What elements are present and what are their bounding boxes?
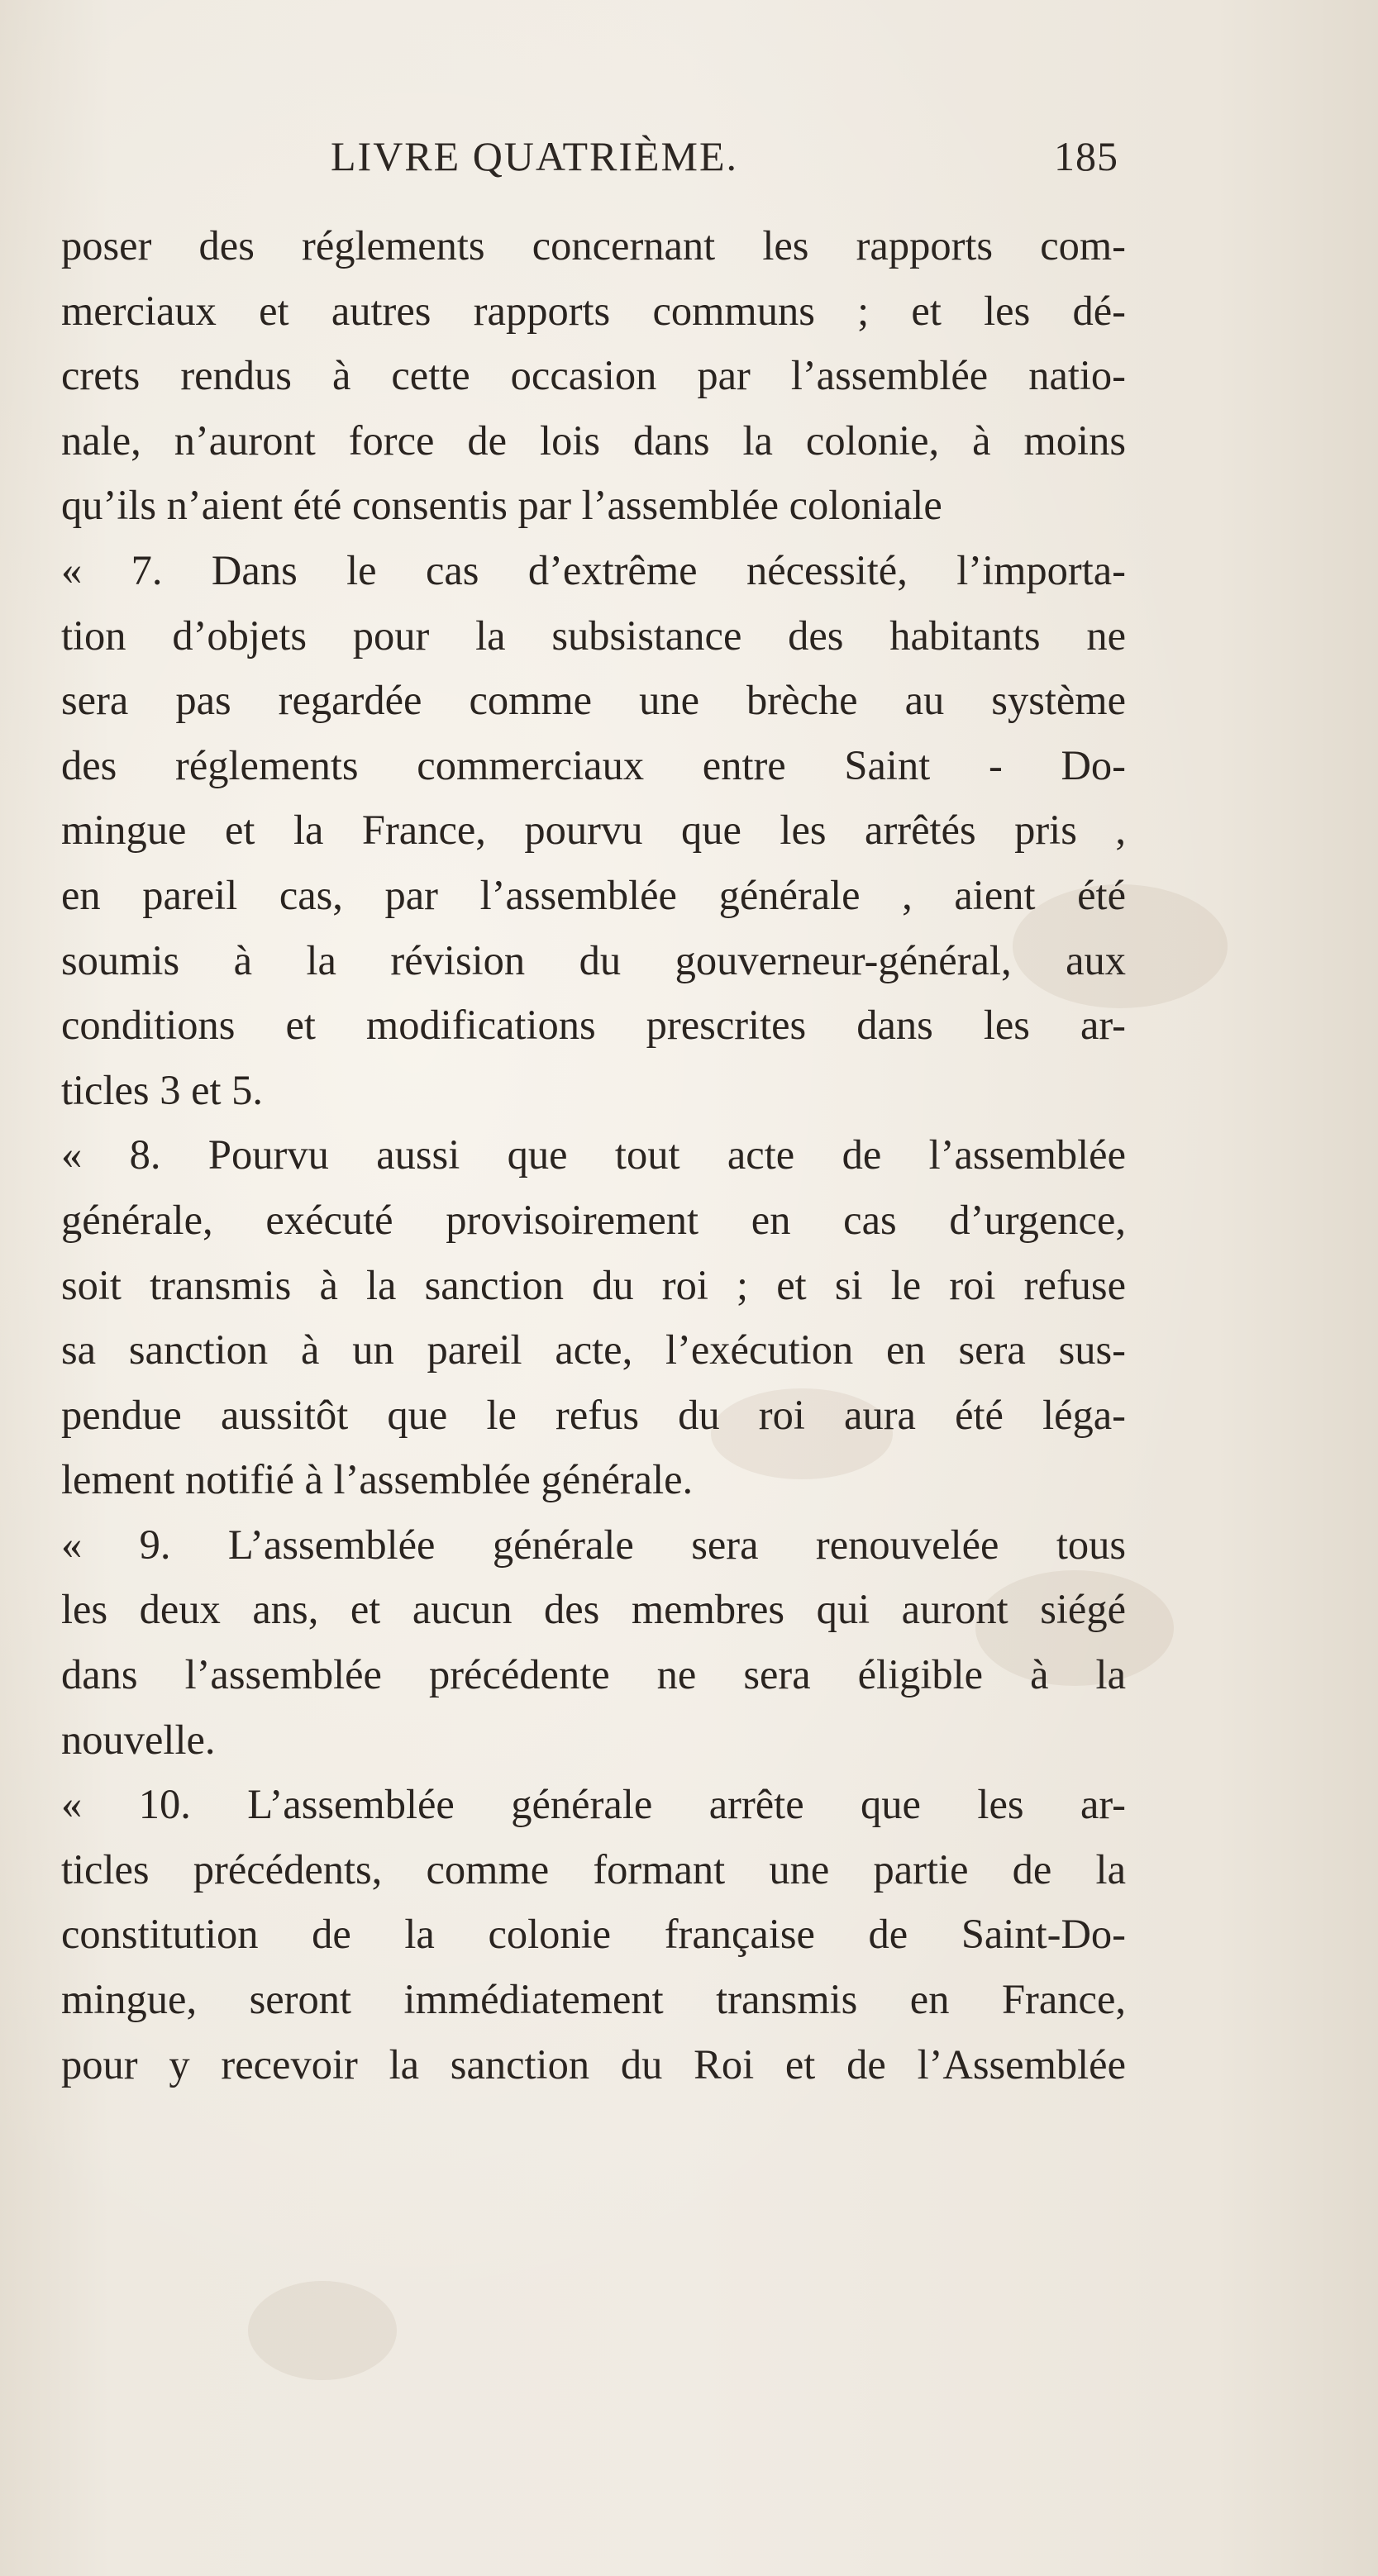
text-line: constitution de la colonie française de Saint-Do- [61,1911,1126,1958]
text-line: qu’ils n’aient été consentis par l’assemblée coloniale [61,482,942,529]
text-line: pour y recevoir la sanction du Roi et de l’Assemblée [61,2040,1126,2088]
text-line: mingue et la France, pourvu que les arrêtés pris , [61,807,1126,854]
text-line: nouvelle. [61,1716,216,1763]
text-line: crets rendus à cette occasion par l’assemblée natio- [61,352,1126,399]
text-line: générale, exécuté provisoirement en cas d’urgence, [61,1196,1126,1243]
text-line: ticles 3 et 5. [61,1066,264,1113]
body-text [61,213,1126,2097]
text-line: « 10. L’assemblée générale arrête que les ar- [61,1781,1126,1828]
text-line: sa sanction à un pareil acte, l’exécution en sera sus- [61,1326,1126,1374]
running-header-title: LIVRE QUATRIÈME. [331,133,739,179]
text-line: ticles précédents, comme formant une partie de la [61,1845,1126,1893]
text-line: soit transmis à la sanction du roi ; et si le roi refuse [61,1261,1126,1308]
text-line: en pareil cas, par l’assemblée générale , aient été [61,871,1126,918]
text-line: « 7. Dans le cas d’extrême nécessité, l’importa- [61,546,1126,593]
text-line: « 8. Pourvu aussi que tout acte de l’assemblée [61,1131,1126,1178]
text-line: merciaux et autres rapports communs ; et les dé- [61,287,1126,334]
paper-stain [248,2281,397,2380]
text-line: soumis à la révision du gouverneur-général, aux [61,936,1126,983]
text-line: « 9. L’assemblée générale sera renouvelée tous [61,1521,1126,1568]
text-line: tion d’objets pour la subsistance des habitants ne [61,612,1126,659]
running-header [331,132,1124,190]
text-line: mingue, seront immédiatement transmis en France, [61,1976,1126,2023]
text-line: sera pas regardée comme une brèche au système [61,677,1126,724]
text-line: lement notifié à l’assemblée générale. [61,1456,694,1503]
text-line: dans l’assemblée précédente ne sera éligible à la [61,1651,1126,1698]
page-number: 185 [1054,133,1118,179]
text-line: conditions et modifications prescrites dans les ar- [61,1002,1126,1049]
text-line: les deux ans, et aucun des membres qui auront siégé [61,1586,1126,1633]
text-line: poser des réglements concernant les rapports com- [61,222,1126,269]
text-line: pendue aussitôt que le refus du roi aura été léga- [61,1391,1126,1438]
text-line: des réglements commerciaux entre Saint - Do- [61,741,1126,788]
text-line: nale, n’auront force de lois dans la colonie, à moins [61,417,1126,464]
